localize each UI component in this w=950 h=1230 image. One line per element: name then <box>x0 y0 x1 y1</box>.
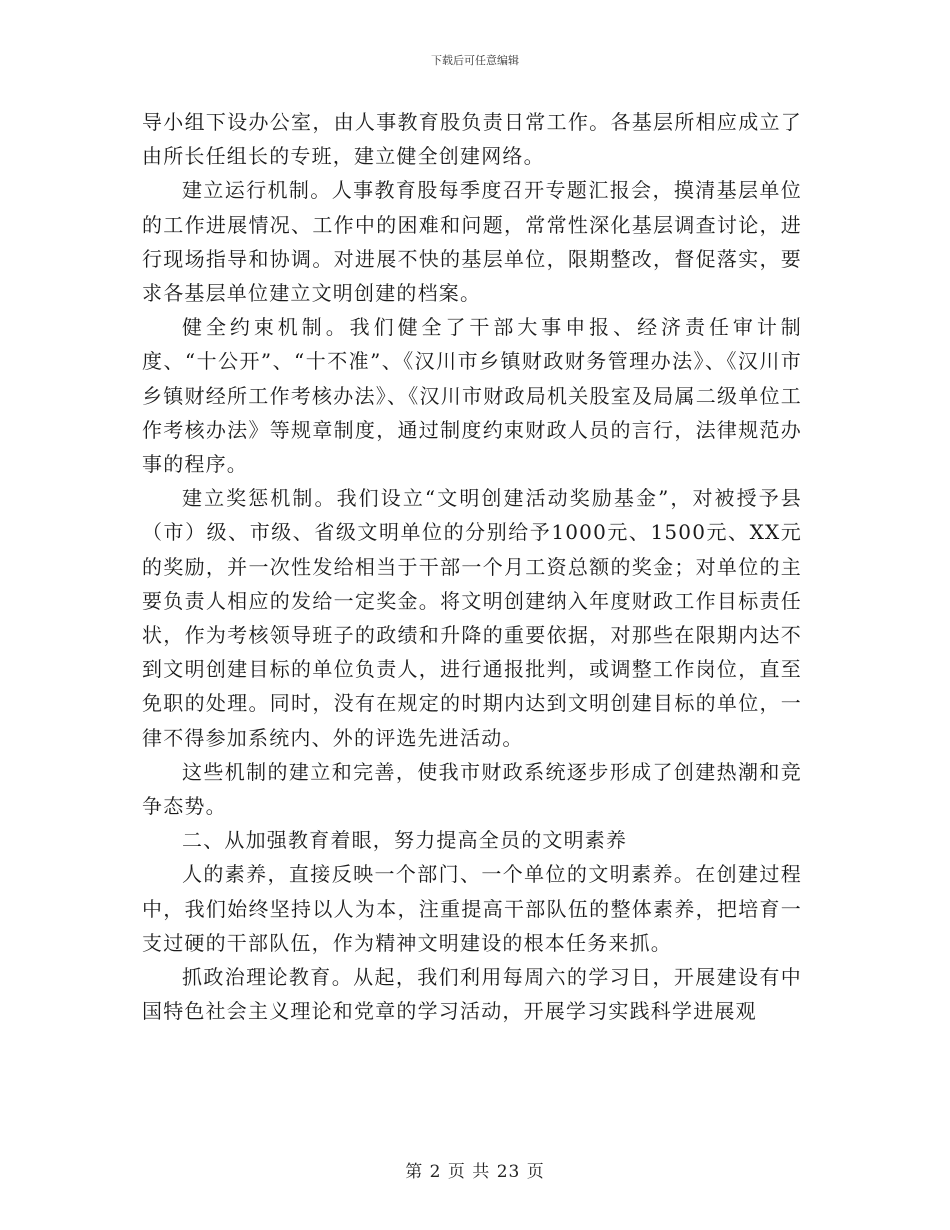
paragraph: 人的素养，直接反映一个部门、一个单位的文明素养。在创建过程中，我们始终坚持以人为本，注重提高干部队伍的整体素养，把培育一支过硬的干部队伍，作为精神文明建设的根本任务来抓。 <box>142 862 802 955</box>
page-number-label: 第 2 页 共 23 页 <box>405 1162 545 1182</box>
paragraph: 导小组下设办公室，由人事教育股负责日常工作。各基层所相应成立了由所长任组长的专班，建立健全创建网络。 <box>142 110 802 169</box>
paragraph: 建立奖惩机制。我们设立“文明创建活动奖励基金”，对被授予县（市）级、市级、省级文明单位的分别给予1000元、1500元、XX元的奖励，并一次性发给相当于干部一个月工资总额的奖金；对单位的主要负责人相应的发给一定奖金。将文明创建纳入年度财政工作目标责任状，作为考核领导班子的政绩和升降的重要依据，对那些在限期内达不到文明创建目标的单位负责人，进行通报批判，或调整工作岗位，直至免职的处理。同时，没有在规定的时期内达到文明创建目标的单位，一律不得参加系统内、外的评选先进活动。 <box>142 486 802 750</box>
section-heading: 二、从加强教育着眼，努力提高全员的文明素养 <box>182 828 628 853</box>
page-header: 下载后可任意编辑 <box>431 54 519 67</box>
paragraph: 抓政治理论教育。从起，我们利用每周六的学习日，开展建设有中国特色社会主义理论和党章的学习活动，开展学习实践科学进展观 <box>142 965 802 1024</box>
paragraph: 健全约束机制。我们健全了干部大事申报、经济责任审计制度、“十公开”、“十不准”、《汉川市乡镇财政财务管理办法》、《汉川市乡镇财经所工作考核办法》、《汉川市财政局机关股室及局属二级单位工作考核办法》等规章制度，通过制度约束财政人员的言行，法律规范办事的程序。 <box>142 315 802 477</box>
paragraph: 这些机制的建立和完善，使我市财政系统逐步形成了创建热潮和竞争态势。 <box>142 759 802 819</box>
page-footer <box>0 1157 950 1182</box>
paragraph: 建立运行机制。人事教育股每季度召开专题汇报会，摸清基层单位的工作进展情况、工作中的困难和问题，常常性深化基层调查讨论，进行现场指导和协调。对进展不快的基层单位，限期整改，督促落实，要求各基层单位建立文明创建的档案。 <box>142 178 802 306</box>
document-body <box>142 105 802 1028</box>
